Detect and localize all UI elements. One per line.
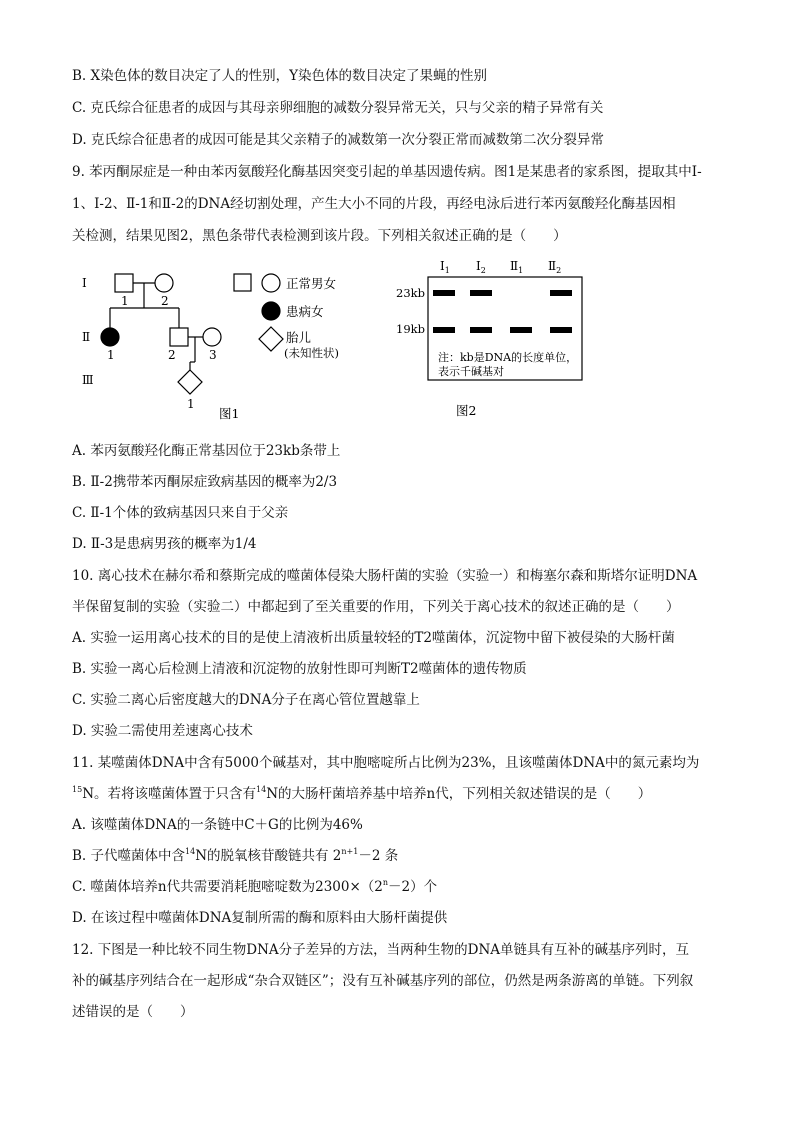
q9-stem-line3: 关检测，结果见图2，黑色条带代表检测到该片段。下列相关叙述正确的是（ ）	[72, 228, 567, 244]
num-I2: 2	[161, 294, 169, 308]
col-label-I2: $Ⅰ_2$	[476, 259, 486, 275]
q11-option-c: C. 噬菌体培养n代共需要消耗胞嘧啶数为$2300\times(2^n-2)$个	[72, 878, 438, 895]
q11-option-d: D. 在该过程中噬菌体DNA复制所需的酶和原料由大肠杆菌提供	[72, 910, 448, 926]
legend-fetus-note: (未知性状)	[284, 346, 339, 360]
q10-stem-line2: 半保留复制的实验（实验二）中都起到了至关重要的作用，下列关于离心技术的叙述正确的是（ ）	[72, 599, 680, 615]
q10-option-c: C. 实验二离心后密度越大的DNA分子在离心管位置越靠上	[72, 692, 420, 708]
q9-stem-line1: 9. 苯丙酮尿症是一种由苯丙氨酸羟化酶基因突变引起的单基因遗传病。图1是某患者的家系图，提取其中Ⅰ-	[72, 164, 702, 180]
q10-option-d: D. 实验二需使用差速离心技术	[72, 723, 253, 739]
legend-fetus-symbol	[259, 327, 283, 351]
band-II2-19kb	[550, 327, 572, 333]
q11-option-a: A. 该噬菌体DNA的一条链中C＋G的比例为46%	[72, 817, 363, 833]
legend-fetus-label: 胎儿	[286, 330, 312, 345]
pedigree-male-II2	[170, 328, 188, 346]
gen-label-II: Ⅱ	[82, 330, 91, 344]
electrophoresis-figure	[390, 255, 600, 425]
q9-option-d: D. Ⅱ-3是患病男孩的概率为1/4	[72, 536, 257, 552]
pedigree-male-I1	[115, 274, 133, 292]
gen-label-III: Ⅲ	[82, 373, 94, 387]
q9-option-c: C. Ⅱ-1个体的致病基因只来自于父亲	[72, 505, 289, 521]
band-II1-19kb	[510, 327, 532, 333]
legend-male-symbol	[234, 274, 251, 291]
band-I2-23kb	[470, 290, 492, 296]
gen-label-I: Ⅰ	[82, 276, 87, 290]
q10-option-a: A. 实验一运用离心技术的目的是使上清液析出质量较轻的T2噬菌体，沉淀物中留下被侵染的大肠杆菌	[72, 630, 675, 646]
pedigree-female-II3	[203, 328, 221, 346]
q10-stem-line1: 10. 离心技术在赫尔希和蔡斯完成的噬菌体侵染大肠杆菌的实验（实验一）和梅塞尔森和斯塔尔证明DNA	[72, 568, 698, 584]
q8-option-d: D. 克氏综合征患者的成因可能是其父亲精子的减数第一次分裂正常而减数第二次分裂异常	[72, 132, 604, 148]
pedigree-figure	[72, 262, 372, 427]
band-I1-19kb	[433, 327, 455, 333]
band-I1-23kb	[433, 290, 455, 296]
num-II1: 1	[107, 348, 115, 362]
legend-affected-symbol	[262, 302, 280, 320]
gel-note-line2: 表示千碱基对	[438, 365, 504, 378]
num-II3: 3	[209, 348, 217, 362]
num-III1: 1	[187, 397, 195, 411]
band-I2-19kb	[470, 327, 492, 333]
q9-option-b: B. Ⅱ-2携带苯丙酮尿症致病基因的概率为2/3	[72, 474, 338, 490]
q12-stem-line2: 补的碱基序列结合在一起形成“杂合双链区”；没有互补碱基序列的部位，仍然是两条游离的单链。下列叙	[72, 973, 694, 989]
q11-stem-line1: 11. 某噬菌体DNA中含有5000个碱基对，其中胞嘧啶所占比例为23%，且该噬菌体DNA中的氮元素均为	[72, 755, 700, 771]
pedigree-female-I2	[155, 274, 173, 292]
band-II2-23kb	[550, 290, 572, 296]
q8-option-b: B. X染色体的数目决定了人的性别，Y染色体的数目决定了果蝇的性别	[72, 68, 488, 84]
q11-stem-line2: $^{15}$N。若将该噬菌体置于只含有$^{14}$N的大肠杆菌培养基中培养n代，下列相关叙述错误的是（ ）	[72, 785, 652, 802]
col-label-II2: $Ⅱ_2$	[548, 259, 562, 275]
num-II2: 2	[168, 348, 176, 362]
q8-option-c: C. 克氏综合征患者的成因与其母亲卵细胞的减数分裂异常无关，只与父亲的精子异常有关	[72, 100, 604, 116]
figure1-caption: 图1	[219, 406, 240, 421]
pedigree-affected-female-II1	[101, 328, 119, 346]
figure2-caption: 图2	[456, 403, 477, 418]
col-label-II1: $Ⅱ_1$	[510, 259, 524, 275]
col-label-I1: $Ⅰ_1$	[440, 259, 450, 275]
q9-option-a: A. 苯丙氨酸羟化酶正常基因位于23kb条带上	[72, 443, 341, 459]
q9-stem-line2: 1、Ⅰ-2、Ⅱ-1和Ⅱ-2的DNA经切割处理，产生大小不同的片段，再经电泳后进行苯丙氨酸羟化酶基因相	[72, 196, 676, 212]
row-label-19kb: 19kb	[396, 322, 425, 336]
num-I1: 1	[121, 294, 129, 308]
legend-normal-label: 正常男女	[286, 276, 337, 291]
gel-note-line1: 注：kb是DNA的长度单位，	[438, 351, 578, 364]
q12-stem-line1: 12. 下图是一种比较不同生物DNA分子差异的方法，当两种生物的DNA单链具有互补的碱基序列时，互	[72, 942, 690, 958]
q11-option-b: B. 子代噬菌体中含$^{14}$N的脱氧核苷酸链共有 $2^{n+1}-2$ 条	[72, 847, 399, 864]
row-label-23kb: 23kb	[396, 286, 425, 300]
q12-stem-line3: 述错误的是（ ）	[72, 1004, 194, 1020]
legend-affected-label: 患病女	[286, 304, 324, 319]
q10-option-b: B. 实验一离心后检测上清液和沉淀物的放射性即可判断T2噬菌体的遗传物质	[72, 661, 527, 677]
legend-female-symbol	[262, 274, 280, 292]
pedigree-fetus-III1	[178, 370, 202, 394]
